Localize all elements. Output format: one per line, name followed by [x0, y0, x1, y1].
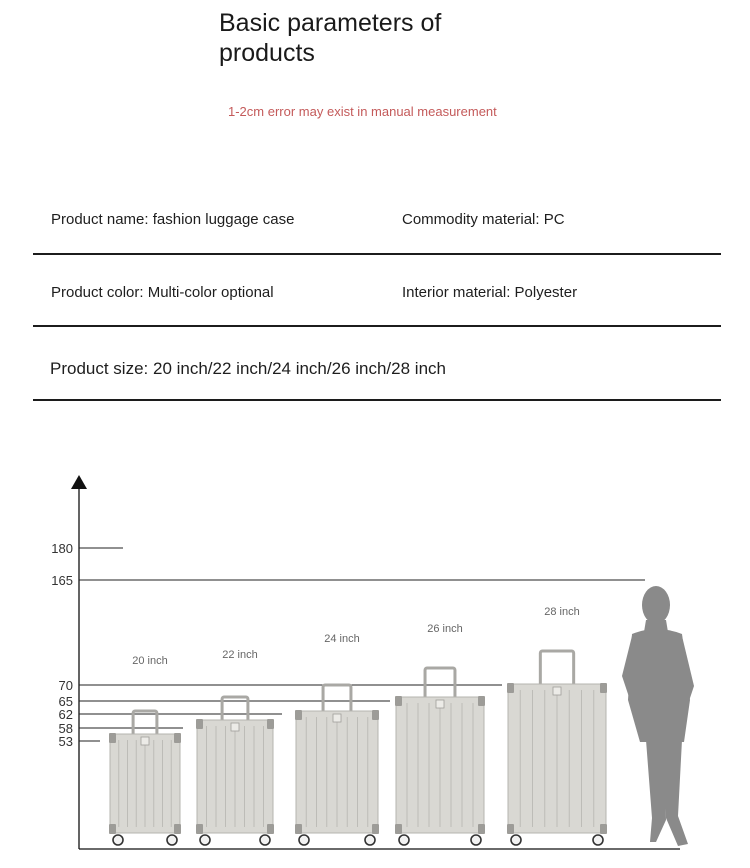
wheel-icon	[299, 835, 309, 845]
wheel-icon	[471, 835, 481, 845]
wheel-icon	[593, 835, 603, 845]
tick-label-58: 58	[58, 721, 73, 736]
corner-guard	[395, 696, 402, 706]
tick-label-165: 165	[51, 573, 73, 588]
corner-guard	[174, 733, 181, 743]
wheel-icon	[399, 835, 409, 845]
height-tick-labels	[51, 541, 73, 749]
product-size: Product size: 20 inch/22 inch/24 inch/26 inch/28 inch	[50, 359, 446, 378]
title-line-1: Basic parameters of	[219, 9, 442, 37]
wheel-icon	[167, 835, 177, 845]
axis-arrow-icon	[71, 475, 87, 489]
corner-guard	[372, 824, 379, 834]
wheel-icon	[200, 835, 210, 845]
corner-guard	[109, 824, 116, 834]
tick-label-62: 62	[58, 707, 73, 722]
corner-guard	[267, 719, 274, 729]
corner-guard	[372, 710, 379, 720]
corner-guard	[395, 824, 402, 834]
person-torso	[628, 629, 690, 742]
size-label: 20 inch	[132, 655, 168, 667]
logo-plate	[141, 737, 149, 745]
corner-guard	[478, 696, 485, 706]
measurement-note: 1-2cm error may exist in manual measurement	[228, 104, 497, 119]
suitcase-group	[109, 606, 607, 845]
logo-plate	[333, 714, 341, 722]
tick-label-70: 70	[58, 678, 73, 693]
suitcase-28-inch	[507, 606, 607, 845]
telescopic-handle	[540, 651, 573, 686]
wheel-icon	[511, 835, 521, 845]
suitcase-24-inch	[295, 633, 379, 845]
wheel-icon	[113, 835, 123, 845]
corner-guard	[507, 683, 514, 693]
corner-guard	[600, 683, 607, 693]
corner-guard	[295, 824, 302, 834]
logo-plate	[553, 687, 561, 695]
person-right-leg	[662, 740, 688, 846]
suitcase-26-inch	[395, 623, 485, 845]
size-label: 22 inch	[222, 649, 258, 661]
corner-guard	[196, 824, 203, 834]
size-label: 26 inch	[427, 623, 463, 635]
corner-guard	[507, 824, 514, 834]
corner-guard	[196, 719, 203, 729]
product-name: Product name: fashion luggage case	[51, 211, 295, 228]
corner-guard	[478, 824, 485, 834]
corner-guard	[295, 710, 302, 720]
corner-guard	[600, 824, 607, 834]
logo-plate	[436, 700, 444, 708]
person-silhouette	[622, 586, 694, 846]
person-head	[642, 586, 670, 624]
corner-guard	[267, 824, 274, 834]
tick-label-65: 65	[58, 694, 73, 709]
logo-plate	[231, 723, 239, 731]
size-label: 28 inch	[544, 606, 580, 618]
title-line-2: products	[219, 39, 315, 67]
size-label: 24 inch	[324, 633, 360, 645]
interior-material: Interior material: Polyester	[402, 284, 578, 301]
corner-guard	[109, 733, 116, 743]
tick-label-53: 53	[58, 734, 73, 749]
telescopic-handle	[425, 668, 455, 699]
wheel-icon	[260, 835, 270, 845]
telescopic-handle	[323, 685, 351, 713]
wheel-icon	[365, 835, 375, 845]
corner-guard	[174, 824, 181, 834]
commodity-material: Commodity material: PC	[402, 211, 565, 228]
suitcase-20-inch	[109, 655, 181, 845]
suitcase-22-inch	[196, 649, 274, 845]
product-color: Product color: Multi-color optional	[51, 284, 274, 301]
telescopic-handle	[133, 711, 157, 736]
tick-label-180: 180	[51, 541, 73, 556]
